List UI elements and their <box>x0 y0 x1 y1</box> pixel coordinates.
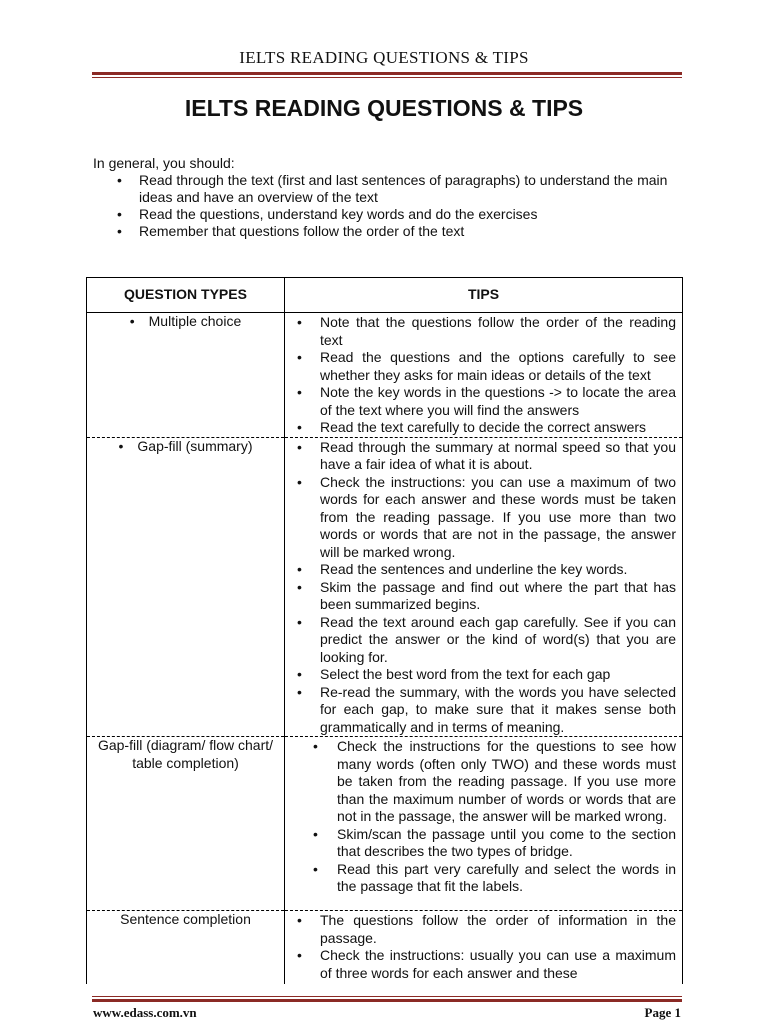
tip-item: • Read the sentences and underline the key words. <box>285 561 676 579</box>
header-rule <box>92 72 682 78</box>
tip-item: • Check the instructions: usually you can use a maximum of three words for each answer and these <box>285 947 676 982</box>
intro-list <box>93 172 683 240</box>
table-row <box>87 313 683 438</box>
tip-item: • Select the best word from the text for each gap <box>285 666 676 684</box>
bullet-icon: • <box>118 437 124 454</box>
question-type-cell <box>87 313 285 438</box>
bullet-icon: • <box>129 313 135 329</box>
tip-item: • Read the text carefully to decide the correct answers <box>285 419 676 437</box>
table-header-row <box>87 278 683 313</box>
tips-cell <box>285 437 683 737</box>
tip-item: • Skim the passage and find out where the part that has been summarized begins. <box>285 579 676 614</box>
tip-item: • Note that the questions follow the order of the reading text <box>285 314 676 349</box>
intro-bullet: • Remember that questions follow the order of the text <box>93 223 683 240</box>
question-type-label: Gap-fill (diagram/ flow chart/ table completion) <box>97 737 274 771</box>
tips-cell <box>285 313 683 438</box>
page-title: IELTS READING QUESTIONS & TIPS <box>184 95 584 121</box>
question-type-cell <box>87 437 285 737</box>
tips-list <box>285 438 682 737</box>
tip-item: • Re-read the summary, with the words you have selected for each gap, to make sure that it makes sense both grammatically and in terms of meaning. <box>285 684 676 737</box>
question-type-label: Gap-fill (summary) <box>137 437 253 454</box>
tip-item: • The questions follow the order of information in the passage. <box>285 912 676 947</box>
header-question-types: QUESTION TYPES <box>87 278 285 313</box>
intro-bullet: • Read the questions, understand key words and do the exercises <box>93 206 683 223</box>
tip-item: • Note the key words in the questions -> to locate the area of the text where you will find the answers <box>285 384 676 419</box>
tips-list <box>285 911 682 982</box>
tip-item: • Read this part very carefully and select the words in the passage that fit the labels. <box>285 861 676 896</box>
tips-list <box>285 313 682 437</box>
tip-item: • Read the text around each gap carefully. See if you can predict the answer or the kind of word(s) that you are looking for. <box>285 614 676 667</box>
table-row <box>87 437 683 737</box>
question-type-label: Multiple choice <box>148 313 242 329</box>
intro-bullet: • Read through the text (first and last sentences of paragraphs) to understand the main ideas and have an overview of the text <box>93 172 683 206</box>
tip-item: • Read through the summary at normal speed so that you have a fair idea of what it is about. <box>285 439 676 474</box>
page-number: Page 1 <box>644 1005 681 1020</box>
tips-cell <box>285 737 683 911</box>
table-row <box>87 737 683 911</box>
intro-lead: In general, you should: <box>93 155 235 171</box>
header-tips: TIPS <box>285 278 683 313</box>
footer-rule <box>92 996 682 1002</box>
running-header: IELTS READING QUESTIONS & TIPS <box>239 48 529 67</box>
question-type-cell <box>87 737 285 911</box>
tip-item: • Check the instructions for the questions to see how many words (often only TWO) and these words must be taken from the reading passage. If you use more than the maximum number of words or words that are not in the passage, the answer will be marked wrong. <box>285 738 676 826</box>
question-tips-table <box>86 277 683 984</box>
tip-item: • Skim/scan the passage until you come to the section that describes the two types of bridge. <box>285 826 676 861</box>
tips-cell <box>285 911 683 984</box>
question-type-cell <box>87 911 285 984</box>
tip-item: • Check the instructions: you can use a maximum of two words for each answer and these words must be taken from the reading passage. If you use more than two words or words that are not in the passage, the answer will be marked wrong. <box>285 474 676 562</box>
table-row <box>87 911 683 984</box>
intro-section <box>93 155 683 240</box>
tip-item: • Read the questions and the options carefully to see whether they asks for main ideas or details of the text <box>285 349 676 384</box>
question-type-label: Sentence completion <box>120 911 251 927</box>
tips-list <box>285 737 682 896</box>
footer-website: www.edass.com.vn <box>93 1005 197 1020</box>
